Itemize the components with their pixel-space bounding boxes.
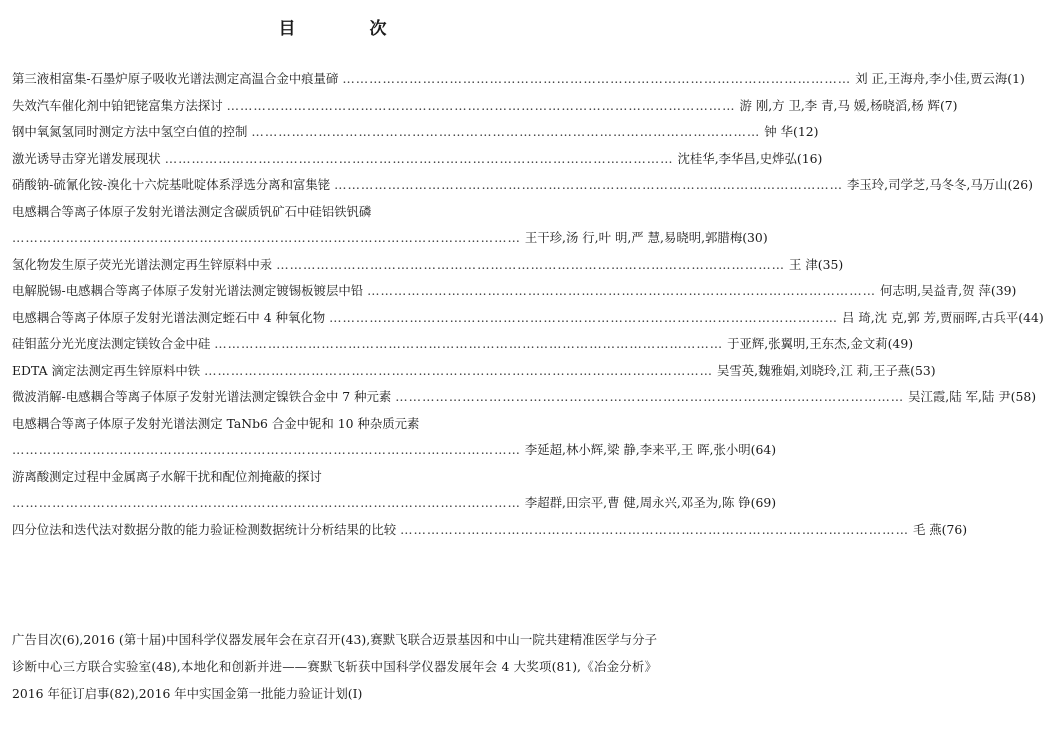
leader-dots: ……………………………………………………………………………………………………	[214, 336, 724, 351]
leader-dots: ……………………………………………………………………………………………………	[276, 256, 786, 272]
toc-entry-authors: 钟 华(12)	[764, 124, 819, 139]
toc-entry-title: EDTA 滴定法测定再生锌原料中铁	[12, 362, 201, 378]
toc-entry-title: 钢中氧氮氢同时测定方法中氢空白值的控制	[12, 124, 248, 139]
table-of-contents	[12, 66, 1044, 543]
toc-entry-authors: 吴雪英,魏雅娟,刘晓玲,江 莉,王子燕(53)	[716, 362, 936, 378]
toc-entry-authors: 游 刚,方 卫,李 青,马 媛,杨晓滔,杨 辉(7)	[739, 97, 958, 113]
toc-entry[interactable]	[12, 358, 936, 385]
toc-entry-authors: 毛 燕(76)	[912, 521, 968, 537]
toc-entry-authors: 刘 正,王海舟,李小佳,贾云海(1)	[855, 71, 1025, 86]
toc-entry[interactable]	[12, 411, 777, 464]
toc-entry-title: 电感耦合等离子体原子发射光谱法测定 TaNb6 合金中铌和 10 种杂质元素	[12, 415, 420, 431]
leader-dots: ……………………………………………………………………………………………………	[334, 177, 843, 192]
toc-entry-title: 电解脱锡-电感耦合等离子体原子发射光谱法测定镀锡板镀层中铅	[12, 283, 364, 298]
leader-dots: ……………………………………………………………………………………………………	[12, 230, 521, 245]
toc-entry[interactable]	[12, 331, 914, 358]
toc-entry-authors: 沈桂华,李华昌,史烨弘(16)	[677, 150, 823, 166]
leader-dots: ……………………………………………………………………………………………………	[395, 389, 905, 404]
leader-dots: ……………………………………………………………………………………………………	[329, 309, 838, 325]
toc-entry[interactable]	[12, 146, 823, 173]
toc-entry-title: 激光诱导击穿光谱发展现状	[12, 150, 161, 166]
page-title: 目 次	[278, 19, 421, 39]
leader-dots: ……………………………………………………………………………………………………	[164, 150, 674, 166]
toc-entry-title: 氢化物发生原子荧光光谱法测定再生锌原料中汞	[12, 256, 273, 272]
toc-entry-authors: 何志明,吴益青,贺 萍(39)	[879, 283, 1017, 298]
toc-entry-authors: 吕 琦,沈 克,郭 芳,贾丽晖,古兵平(44)	[841, 309, 1044, 325]
toc-entry-authors: 李超群,田宗平,曹 健,周永兴,邓圣为,陈 铮(69)	[524, 495, 777, 510]
toc-entry-title: 硅钼蓝分光光度法测定镁钕合金中硅	[12, 336, 211, 351]
toc-entry-authors: 王 津(35)	[789, 256, 844, 272]
toc-entry-authors: 李延超,林小辉,梁 静,李来平,王 晖,张小明(64)	[524, 442, 777, 457]
toc-entry[interactable]	[12, 172, 1033, 199]
leader-dots: ……………………………………………………………………………………………………	[12, 442, 521, 457]
leader-dots: ……………………………………………………………………………………………………	[226, 97, 736, 113]
toc-entry-title: 第三液相富集-石墨炉原子吸收光谱法测定高温合金中痕量碲	[12, 71, 339, 86]
leader-dots: ……………………………………………………………………………………………………	[342, 71, 852, 86]
leader-dots: ……………………………………………………………………………………………………	[251, 124, 761, 139]
toc-entry[interactable]	[12, 119, 819, 146]
toc-entry-title: 失效汽车催化剂中铂钯铑富集方法探讨	[12, 97, 223, 113]
advertisement-index: 广告目次(6),2016 (第十届)中国科学仪器发展年会在京召开(43),赛默飞联合迈景基因和中山一院共建精准医学与分子诊断中心三方联合实验室(48),本地化和创新并进——赛默飞斩获中国科学仪器发展年会 4 大奖项(81),《冶金分析》2016 年征订启事(82),2016 年中实国金第一批能力验证计划(Ⅰ)	[12, 632, 657, 701]
toc-entry[interactable]	[12, 278, 1017, 305]
toc-entry[interactable]	[12, 305, 1044, 332]
toc-entry-authors: 李玉玲,司学芝,马冬冬,马万山(26)	[846, 177, 1033, 192]
toc-entry-title: 微波消解-电感耦合等离子体原子发射光谱法测定镍铁合金中 7 种元素	[12, 389, 392, 404]
toc-entry-authors: 于亚辉,张翼明,王东杰,金文莉(49)	[727, 336, 914, 351]
toc-entry-title: 硝酸钠-硫氰化铵-溴化十六烷基吡啶体系浮选分离和富集铑	[12, 177, 331, 192]
leader-dots: ……………………………………………………………………………………………………	[12, 495, 521, 510]
toc-entry[interactable]	[12, 252, 844, 279]
toc-entry[interactable]	[12, 384, 1037, 411]
leader-dots: ……………………………………………………………………………………………………	[400, 521, 909, 537]
toc-entry-title: 游离酸测定过程中金属离子水解干扰和配位剂掩蔽的探讨	[12, 468, 322, 484]
toc-entry-authors: 王干珍,汤 行,叶 明,严 慧,易晓明,郭腊梅(30)	[524, 230, 768, 245]
toc-entry-title: 电感耦合等离子体原子发射光谱法测定蛭石中 4 种氧化物	[12, 309, 326, 325]
toc-entry[interactable]	[12, 199, 768, 252]
leader-dots: ……………………………………………………………………………………………………	[367, 283, 876, 298]
toc-entry[interactable]	[12, 66, 1025, 93]
toc-entry-title: 四分位法和迭代法对数据分散的能力验证检测数据统计分析结果的比较	[12, 521, 397, 537]
leader-dots: ……………………………………………………………………………………………………	[204, 362, 713, 378]
toc-entry[interactable]	[12, 93, 958, 120]
toc-entry-authors: 吴江霞,陆 军,陆 尹(58)	[908, 389, 1037, 404]
toc-entry-title: 电感耦合等离子体原子发射光谱法测定含碳质钒矿石中硅铝铁钒磷	[12, 203, 372, 219]
toc-entry[interactable]	[12, 517, 968, 544]
toc-entry[interactable]	[12, 464, 777, 517]
